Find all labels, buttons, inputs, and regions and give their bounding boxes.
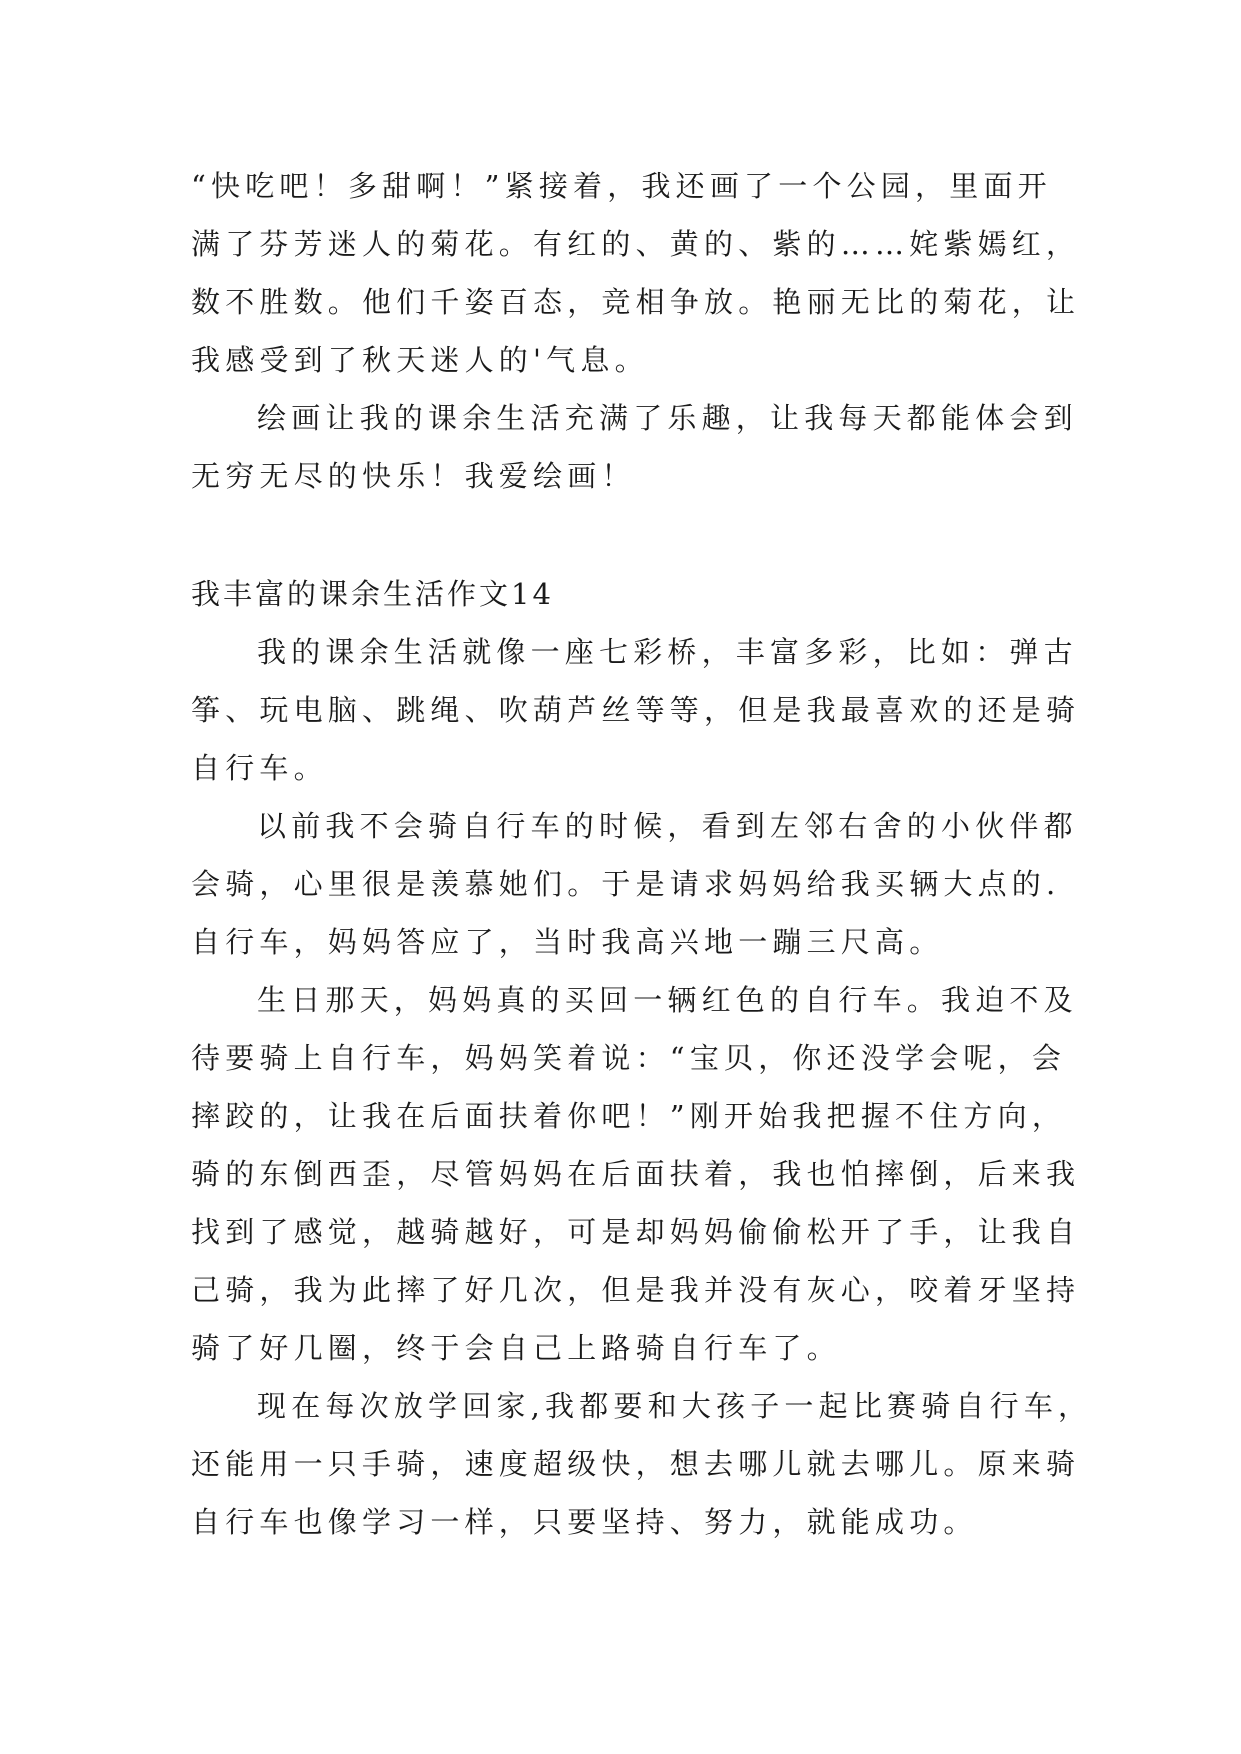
text-line: 满了芬芳迷人的菊花。有红的、黄的、紫的……姹紫嫣红， [191, 227, 1081, 261]
text-line: 筝、玩电脑、跳绳、吹葫芦丝等等，但是我最喜欢的还是骑 [191, 693, 1081, 727]
text-line: 摔跤的，让我在后面扶着你吧！”刚开始我把握不住方向， [191, 1099, 1067, 1133]
paragraph-first-line: 我的课余生活就像一座七彩桥，丰富多彩，比如：弹古 [257, 635, 1078, 669]
text-line: 我感受到了秋天迷人的'气息。 [191, 343, 649, 377]
text-line: 自行车，妈妈答应了，当时我高兴地一蹦三尺高。 [191, 925, 944, 959]
text-line: 骑的东倒西歪，尽管妈妈在后面扶着，我也怕摔倒，后来我 [191, 1157, 1081, 1191]
text-line: 无穷无尽的快乐！我爱绘画！ [191, 459, 636, 493]
paragraph-first-line: 以前我不会骑自行车的时候，看到左邻右舍的小伙伴都 [257, 809, 1078, 843]
text-line: “快吃吧！多甜啊！”紧接着，我还画了一个公园，里面开 [191, 169, 1052, 203]
document-page [191, 0, 1093, 1754]
text-line: 自行车。 [191, 751, 328, 785]
text-line: 待要骑上自行车，妈妈笑着说：“宝贝，你还没学会呢，会 [191, 1041, 1067, 1075]
paragraph-first-line: 生日那天，妈妈真的买回一辆红色的自行车。我迫不及 [257, 983, 1078, 1017]
section-title: 我丰富的课余生活作文14 [191, 577, 554, 611]
text-line: 骑了好几圈，终于会自己上路骑自行车了。 [191, 1331, 841, 1365]
text-line: 己骑，我为此摔了好几次，但是我并没有灰心，咬着牙坚持 [191, 1273, 1081, 1307]
text-line: 找到了感觉，越骑越好，可是却妈妈偷偷松开了手，让我自 [191, 1215, 1081, 1249]
text-line: 还能用一只手骑，速度超级快，想去哪儿就去哪儿。原来骑 [191, 1447, 1081, 1481]
text-line: 数不胜数。他们千姿百态，竞相争放。艳丽无比的菊花，让 [191, 285, 1081, 319]
text-line: 会骑，心里很是羡慕她们。于是请求妈妈给我买辆大点的. [191, 867, 1061, 901]
text-line: 自行车也像学习一样，只要坚持、努力，就能成功。 [191, 1505, 978, 1539]
paragraph-first-line: 现在每次放学回家,我都要和大孩子一起比赛骑自行车， [257, 1389, 1093, 1423]
paragraph-first-line: 绘画让我的课余生活充满了乐趣，让我每天都能体会到 [257, 401, 1078, 435]
